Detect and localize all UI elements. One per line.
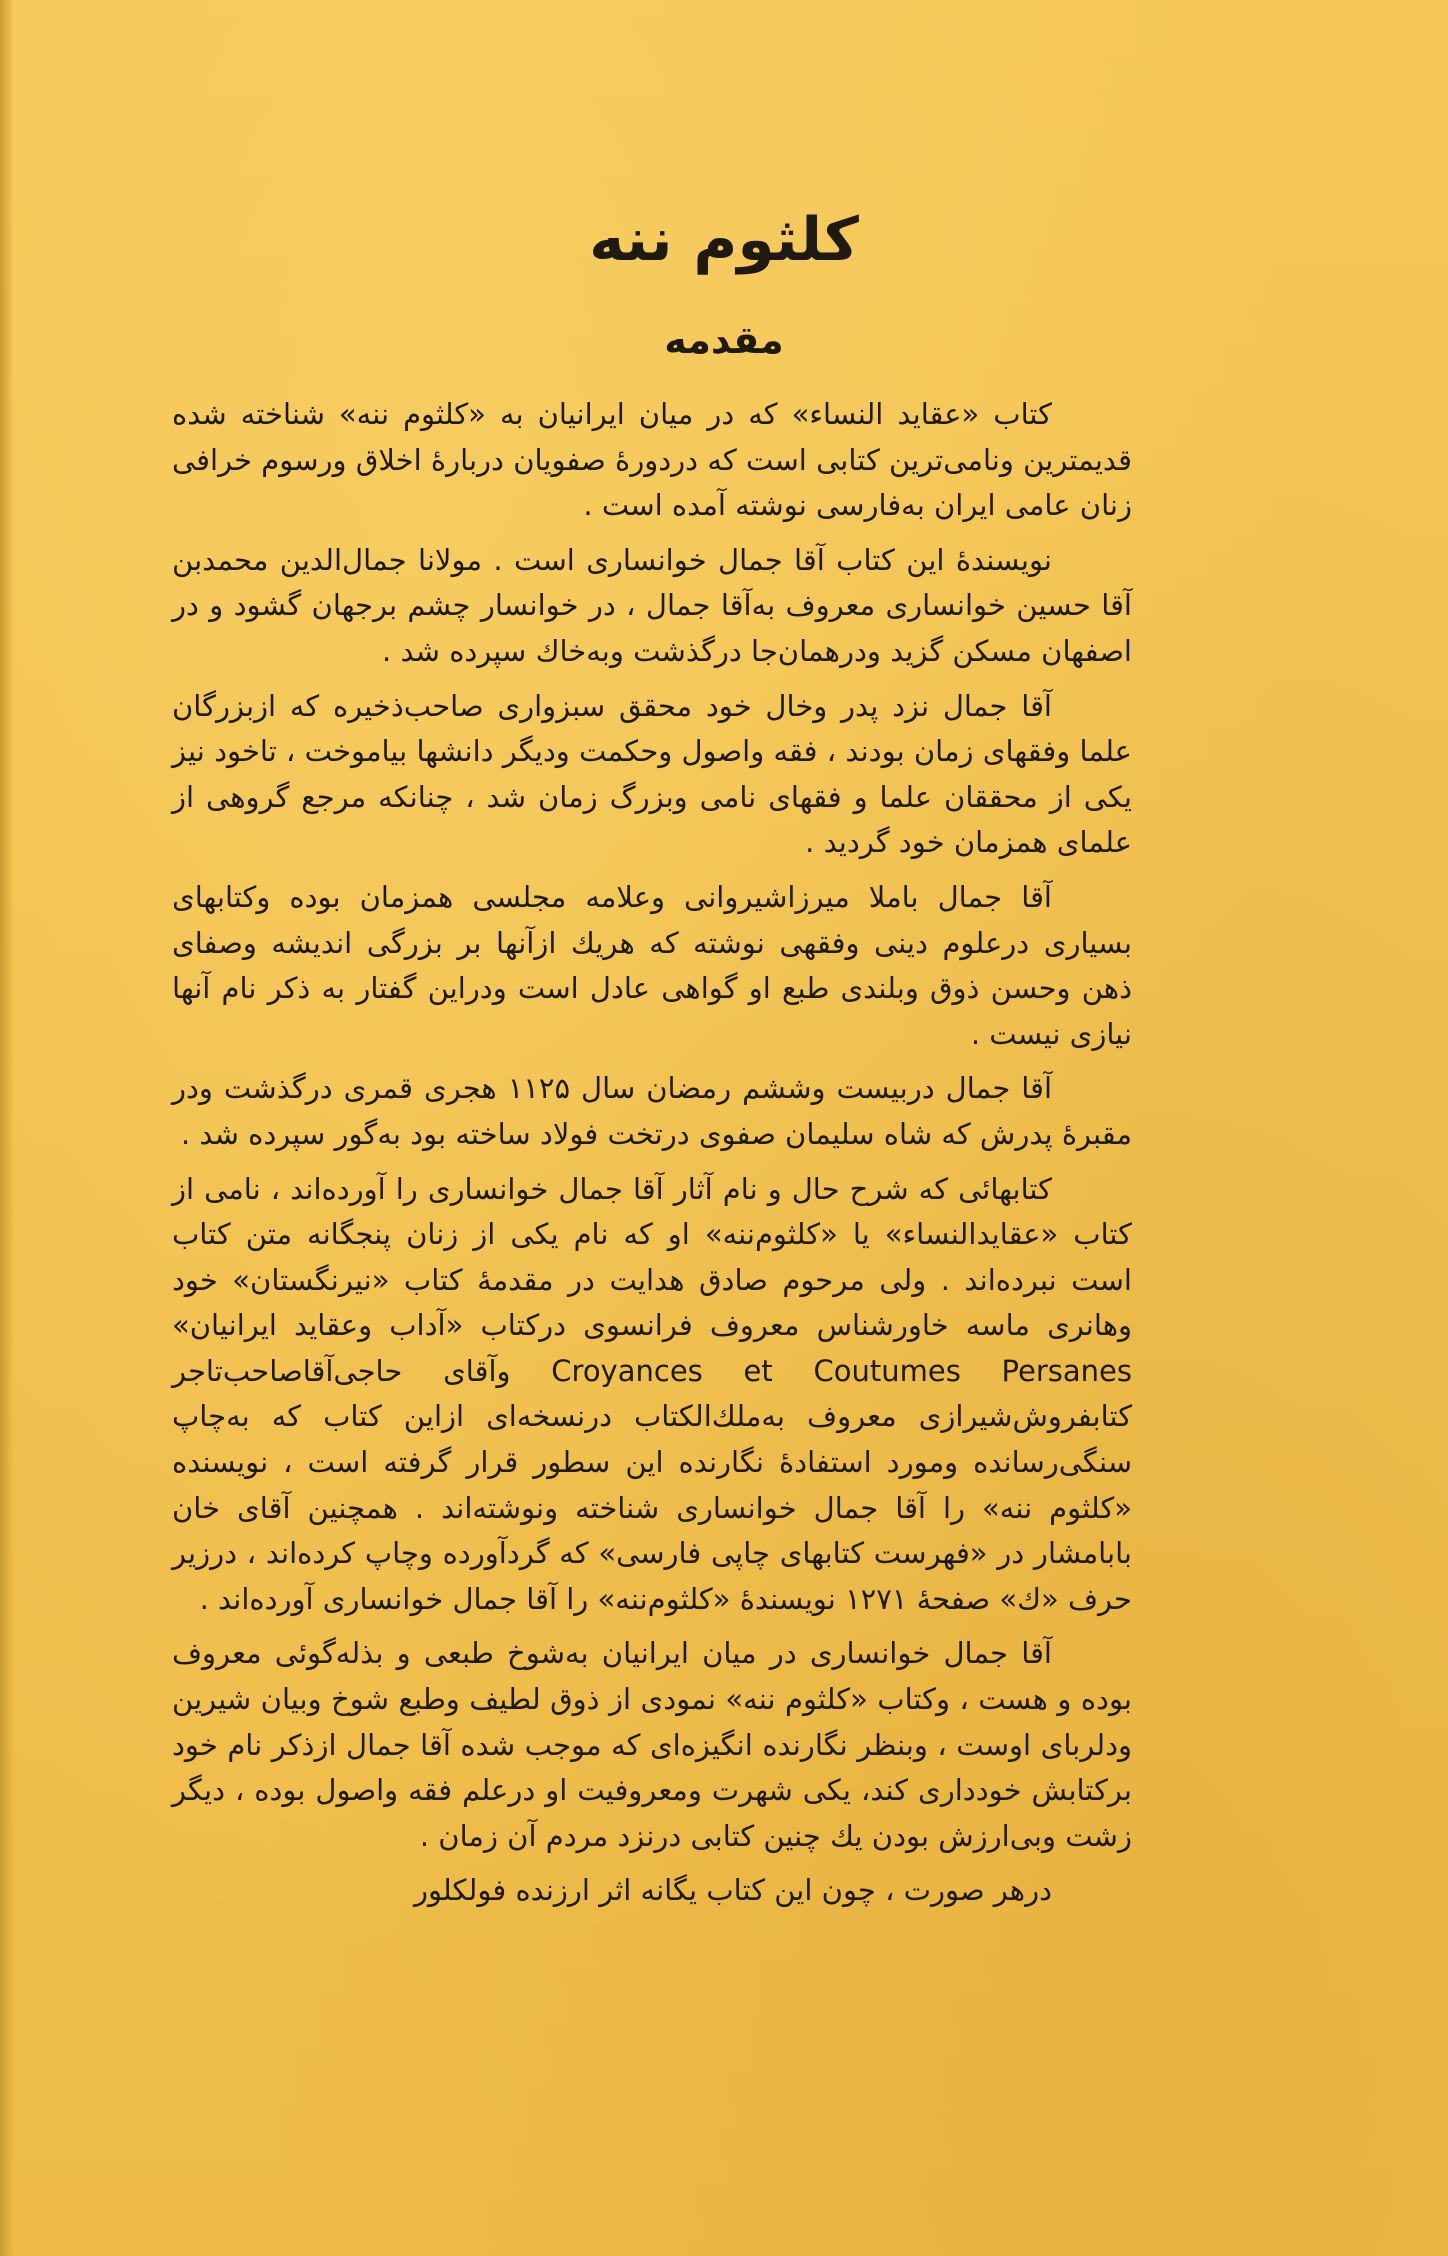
paragraph-1: کتاب «عقاید النساء» که در میان ایرانیان به «کلثوم ننه» شناخته شده قدیمترین ونامی‌ترین کتابی است که دردورهٔ صفویان دربارهٔ اخلاق ورسوم خرافی زنان عامی ایران به‌فارسی نوشته آمده است . bbox=[172, 397, 1132, 523]
paragraph-5: آقا جمال دربیست وششم رمضان سال ۱۱۲۵ هجری قمری درگذشت ودر مقبرهٔ پدرش که شاه سلیمان صفوی درتخت فولاد ساخته بود به‌گور سپرده شد . bbox=[172, 1071, 1132, 1151]
section-heading: مقدمه bbox=[664, 318, 784, 362]
paragraph-4: آقا جمال باملا میرزاشیروانی وعلامه مجلسی همزمان بوده وکتابهای بسیاری درعلوم دینی وفقهی نوشته که هریك ازآنها بر بزرگی اندیشه وصفای ذهن وحسن ذوق وبلندی طبع او گواهی عادل است ودراین گفتار به ذکر نام آنها نیازی نیست . bbox=[172, 879, 1132, 1051]
paragraph-2: نویسندهٔ این کتاب آقا جمال خوانساری است . مولانا جمال‌الدین محمدبن آقا حسین خوانساری معروف به‌آقا جمال ، در خوانسار چشم برجهان گشود و در اصفهان مسکن گزید ودرهمان‌جا درگذشت وبه‌خاك سپرده شد . bbox=[172, 542, 1132, 668]
body-text bbox=[172, 392, 1132, 1914]
paragraph-3: آقا جمال نزد پدر وخال خود محقق سبزواری صاحب‌ذخیره که ازبزرگان علما وفقهای زمان بودند ، فقه واصول وحکمت ودیگر دانشها بیاموخت ، تاخود نیز یکی از محققان علما و فقهای نامی وبزرگ زمان شد ، چنانکه مرجع گروهی از علمای همزمان خود گردید . bbox=[172, 688, 1132, 860]
paragraph-6: کتابهائی که شرح حال و نام آثار آقا جمال خوانساری را آورده‌اند ، نامی از کتاب «عقایدالنساء» یا «کلثوم‌ننه» او که نام یکی از زنان پنجگانه متن کتاب است نبرده‌اند . ولی مرحوم صادق هدایت در مقدمهٔ کتاب «نیرنگستان» خود وهانری ماسه خاورشناس معروف فرانسوی درکتاب «آداب وعقاید ایرانیان» Croyances et Coutumes Persanes وآقای حاجی‌آقاصاحب‌تاجر کتابفروش‌شیرازی معروف به‌ملك‌الکتاب درنسخه‌ای ازاین کتاب که به‌چاپ سنگی‌رسانده ومورد استفادهٔ نگارنده این سطور قرار گرفته است ، نویسنده «کلثوم ننه» را آقا جمال خوانساری شناخته ونوشته‌اند . همچنین آقای خان بابامشار در «فهرست کتابهای چاپی فارسی» که گردآورده وچاپ کرده‌اند ، درزیر حرف «ك» صفحهٔ ۱۲۷۱ نویسندهٔ «کلثوم‌ننه» را آقا جمال خوانساری آورده‌اند . bbox=[172, 1171, 1132, 1616]
paragraph-8: درهر صورت ، چون این کتاب یگانه اثر ارزنده فولکلور bbox=[413, 1873, 1052, 1908]
page-title: کلثوم ننه bbox=[589, 205, 859, 275]
paragraph-7: آقا جمال خوانساری در میان ایرانیان به‌شوخ طبعی و بذله‌گوئی معروف بوده و هست ، وکتاب «کلثوم ننه» نمودی از ذوق لطیف وطبع شوخ وبیان شیرین ودلربای اوست ، وبنظر نگارنده انگیزه‌ای که موجب شده آقا جمال ازذکر نام خود برکتابش خودداری کند، یکی شهرت ومعروفیت او درعلم فقه واصول بوده ، دیگر زشت وبی‌ارزش بودن یك چنین کتابی درنزد مردم آن زمان . bbox=[172, 1636, 1132, 1853]
